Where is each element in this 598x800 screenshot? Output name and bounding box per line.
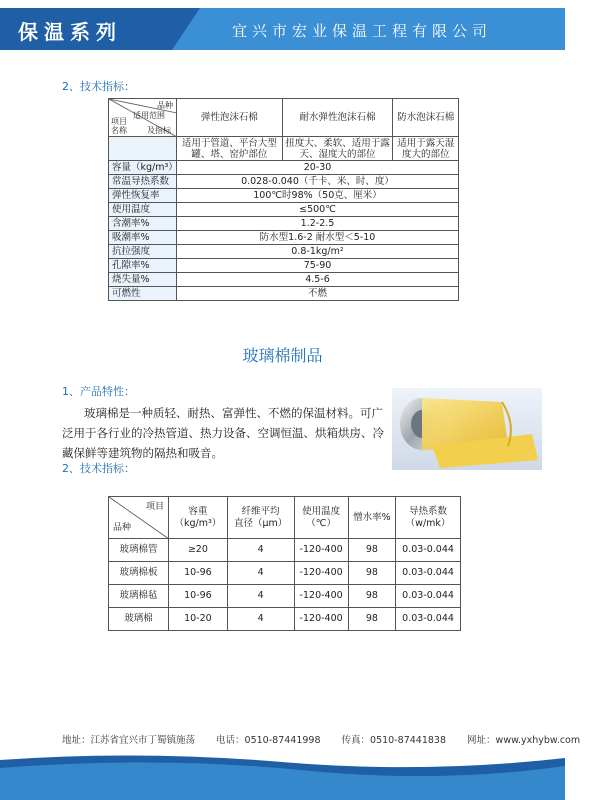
row-value: 0.028-0.040（千卡、米、时、度） — [177, 175, 459, 189]
glass-wool-spec-table — [108, 496, 461, 631]
contact-footer — [62, 732, 598, 746]
cell: -120-400 — [294, 562, 348, 585]
cell: 玻璃棉板 — [109, 562, 169, 585]
row-value: 不燃 — [177, 287, 459, 301]
table-row — [109, 608, 461, 631]
row-value: 100℃时98%（50克、厘米） — [177, 189, 459, 203]
cell: 10-96 — [169, 585, 228, 608]
corner-top: 品种 — [157, 101, 173, 110]
corner-mid: 适用范围 — [133, 111, 165, 120]
usage-empty — [109, 137, 177, 161]
cell: 10-20 — [169, 608, 228, 631]
cell: 98 — [348, 562, 395, 585]
cell: 4 — [227, 608, 294, 631]
table2-corner — [109, 497, 169, 539]
cell: 4 — [227, 562, 294, 585]
corner-left1: 项目 — [111, 117, 127, 126]
cell: 玻璃棉毡 — [109, 585, 169, 608]
col-header: 耐水弹性泡沫石棉 — [282, 99, 393, 137]
col-header: 弹性泡沫石棉 — [177, 99, 283, 137]
cell: -120-400 — [294, 539, 348, 562]
cell: 0.03-0.044 — [396, 608, 461, 631]
row-label: 烧失量% — [109, 273, 177, 287]
row-value: 1.2-2.5 — [177, 217, 459, 231]
table-row — [109, 562, 461, 585]
table-row — [109, 585, 461, 608]
desc-line: 玻璃棉是一种质轻、耐热、富弹性、不燃的保温材料。可广 — [84, 406, 383, 420]
cell: 4 — [227, 585, 294, 608]
corner-right: 及指标 — [147, 126, 171, 135]
foam-asbestos-spec-table — [108, 98, 459, 301]
cell: 0.03-0.044 — [396, 562, 461, 585]
desc-line: 藏保鲜等建筑物的隔热和吸音。 — [62, 446, 223, 460]
row-value: 0.8-1kg/m² — [177, 245, 459, 259]
cell: 玻璃棉管 — [109, 539, 169, 562]
corner-bottom: 品种 — [113, 523, 132, 533]
spec-label-2: 2、技术指标： — [62, 462, 135, 475]
row-value: ≤500℃ — [177, 203, 459, 217]
desc-line: 泛用于各行业的冷热管道、热力设备、空调恒温、烘箱烘房、冷 — [62, 426, 384, 440]
row-label: 吸潮率% — [109, 231, 177, 245]
col-header: 纤维平均 直径（μm） — [227, 497, 294, 539]
corner-left2: 名称 — [111, 126, 127, 135]
row-label: 抗拉强度 — [109, 245, 177, 259]
row-label: 孔隙率% — [109, 259, 177, 273]
cell: 10-96 — [169, 562, 228, 585]
cell: 98 — [348, 585, 395, 608]
row-label: 容量（kg/m³） — [109, 161, 177, 175]
usage-cell: 扭度大、柔软、适用于露天、湿度大的部位 — [282, 137, 393, 161]
page-header — [0, 0, 565, 62]
cell: 98 — [348, 539, 395, 562]
col-header: 容重 （kg/m³） — [169, 497, 228, 539]
col-header: 使用温度 （℃） — [294, 497, 348, 539]
fax: 传真：0510-87441838 — [341, 735, 447, 746]
cell: 98 — [348, 608, 395, 631]
spec-label-1: 2、技术指标： — [62, 80, 135, 93]
row-value: 防水型1.6-2 耐水型＜5-10 — [177, 231, 459, 245]
row-label: 弹性恢复率 — [109, 189, 177, 203]
col-header: 防水泡沫石棉 — [393, 99, 459, 137]
cell: 0.03-0.044 — [396, 585, 461, 608]
cell: -120-400 — [294, 585, 348, 608]
col-header: 憎水率% — [348, 497, 395, 539]
phone: 电话：0510-87441998 — [216, 735, 321, 746]
row-value: 75-90 — [177, 259, 459, 273]
cell: ≥20 — [169, 539, 228, 562]
cell: 玻璃棉 — [109, 608, 169, 631]
table-row — [109, 539, 461, 562]
footer-decoration — [0, 750, 565, 800]
col-header: 导热系数 （w/mk） — [396, 497, 461, 539]
row-label: 可燃性 — [109, 287, 177, 301]
corner-top: 项目 — [145, 502, 164, 512]
row-label: 使用温度 — [109, 203, 177, 217]
row-label: 含潮率% — [109, 217, 177, 231]
feature-label: 1、产品特性： — [62, 385, 135, 398]
address: 地址：江苏省宜兴市丁蜀镇施荡 — [62, 735, 196, 746]
usage-cell: 适用于管道、平台大型罐、塔、窑炉部位 — [177, 137, 283, 161]
product-description — [62, 403, 390, 463]
row-value: 4.5-6 — [177, 273, 459, 287]
glass-wool-roll-photo — [392, 388, 542, 470]
cell: -120-400 — [294, 608, 348, 631]
table1-corner — [109, 99, 177, 137]
cell: 0.03-0.044 — [396, 539, 461, 562]
row-label: 常温导热系数 — [109, 175, 177, 189]
row-value: 20-30 — [177, 161, 459, 175]
cell: 4 — [227, 539, 294, 562]
usage-cell: 适用于露天湿度大的部位 — [393, 137, 459, 161]
series-title: 保温系列 — [18, 20, 122, 44]
section-title-glass-wool: 玻璃棉制品 — [242, 346, 323, 365]
company-name: 宜兴市宏业保温工程有限公司 — [232, 22, 493, 40]
website: 网址：www.yxhybw.com — [467, 735, 581, 746]
